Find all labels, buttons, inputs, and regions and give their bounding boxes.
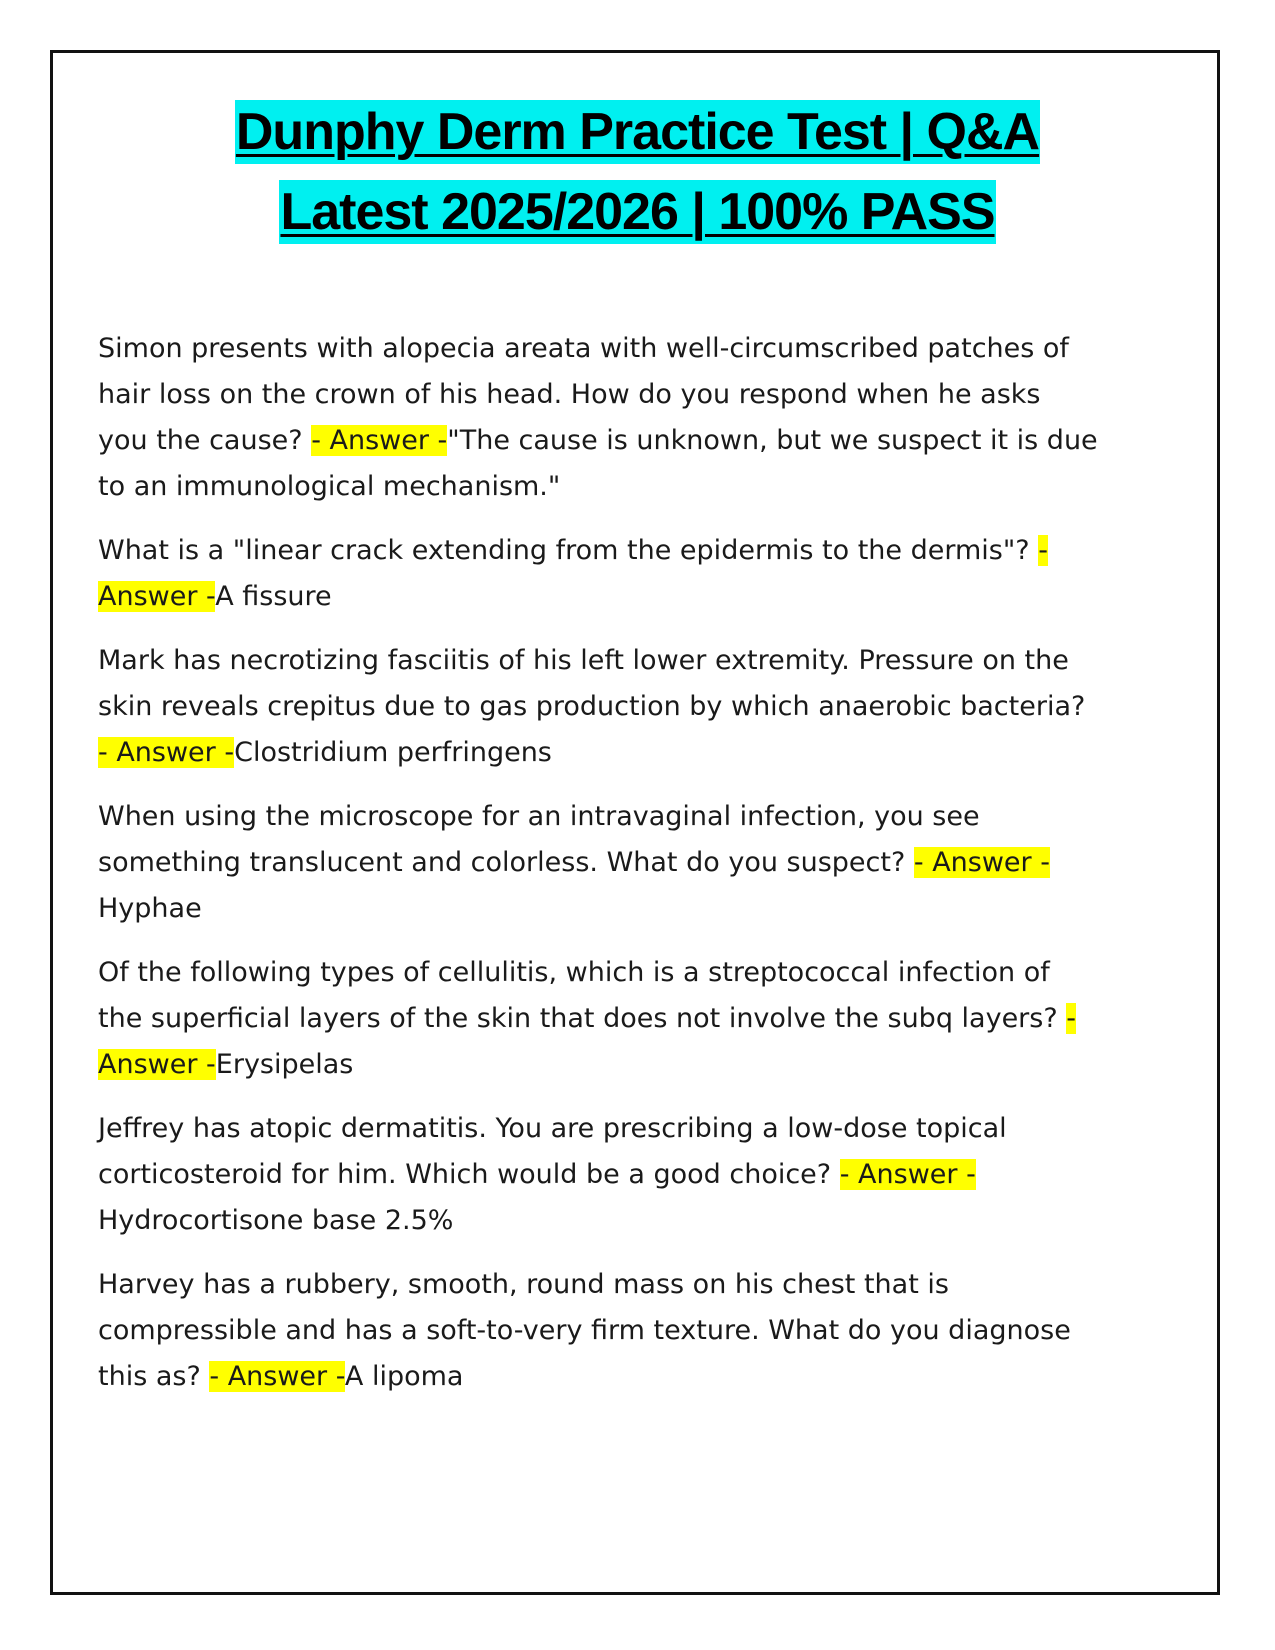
question-text: Jeffrey has atopic dermatitis. You are prescribing a low-dose topical corticosteroid for him. Which would be a good choice? <box>98 1113 1007 1190</box>
answer-tag: - Answer - <box>98 535 1048 612</box>
qa-item <box>98 950 1098 1088</box>
question-text: Of the following types of cellulitis, which is a streptococcal infection of the superficial layers of the skin that does not involve the subq layers? <box>98 957 1067 1034</box>
qa-item <box>98 1106 1098 1244</box>
answer-tag: - Answer - <box>209 1361 345 1392</box>
answer-text: "The cause is unknown, but we suspect it is due to an immunological mechanism." <box>98 425 1098 502</box>
answer-tag: - Answer - <box>98 737 235 768</box>
question-text: Mark has necrotizing fasciitis of his left lower extremity. Pressure on the skin reveals crepitus due to gas production by which anaerobic bacteria? <box>98 645 1086 722</box>
answer-text: Clostridium perfringens <box>234 737 552 768</box>
document-title <box>0 100 1275 260</box>
title-line-1: Dunphy Derm Practice Test | Q&A <box>235 100 1040 164</box>
question-text: When using the microscope for an intravaginal infection, you see something translucent and colorless. What do you suspect? <box>98 801 980 878</box>
answer-text: A lipoma <box>344 1361 464 1392</box>
answer-text: A fissure <box>215 581 332 612</box>
answer-text: Erysipelas <box>215 1049 354 1080</box>
answer-text: Hydrocortisone base 2.5% <box>98 1205 454 1236</box>
answer-tag: - Answer - <box>311 425 448 456</box>
question-text: Simon presents with alopecia areata with well-circumscribed patches of hair loss on the crown of his head. How do you respond when he asks you the cause? <box>98 333 1069 456</box>
answer-tag: - Answer - <box>839 1159 976 1190</box>
qa-list <box>98 326 1098 1418</box>
question-text: What is a "linear crack extending from the epidermis to the dermis"? <box>98 535 1039 566</box>
question-text: Harvey has a rubbery, smooth, round mass on his chest that is compressible and has a soft-to-very firm texture. What do you diagnose this as? <box>98 1269 1071 1392</box>
qa-item <box>98 1262 1098 1400</box>
qa-item <box>98 794 1098 932</box>
qa-item <box>98 326 1098 510</box>
answer-tag: - Answer - <box>913 847 1050 878</box>
qa-item <box>98 638 1098 776</box>
qa-item <box>98 528 1098 620</box>
title-line-2: Latest 2025/2026 | 100% PASS <box>279 180 995 244</box>
answer-text: Hyphae <box>98 893 202 924</box>
answer-tag: - Answer - <box>98 1003 1077 1080</box>
